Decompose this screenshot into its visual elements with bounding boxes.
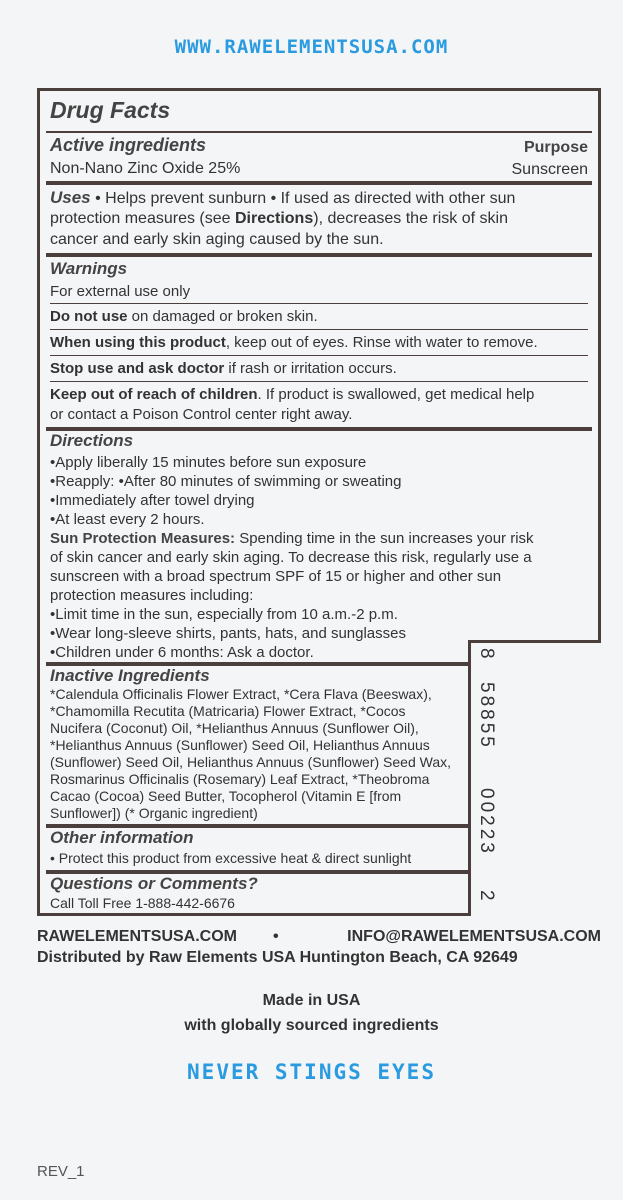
spm-line-4: protection measures including:: [50, 587, 254, 604]
barcode-digit-first: 8: [476, 648, 497, 659]
barcode-group-2: 00223: [476, 788, 497, 856]
inactive-line: *Chamomilla Recutita (Matricaria) Flower Extract, *Cocos: [50, 703, 406, 719]
spm-item: •Wear long-sleeve shirts, pants, hats, and sunglasses: [50, 625, 406, 642]
divider: [46, 131, 592, 133]
divider: [50, 329, 588, 330]
made-line-2: with globally sourced ingredients: [184, 1017, 439, 1034]
warnings-when-using: When using this product, keep out of eyes. Rinse with water to remove.: [50, 334, 538, 351]
inactive-line: Sunflower]) (* Organic ingredient): [50, 805, 258, 821]
uses-directions-ref: Directions: [234, 210, 314, 227]
footer-email: INFO@RAWELEMENTSUSA.COM: [347, 928, 601, 945]
inactive-line: Nucifera (Coconut) Oil, *Helianthus Annuus (Sunflower Oil),: [50, 720, 419, 736]
spm-line-3: sunscreen with a broad spectrum SPF of 15 or higher and other sun: [50, 568, 502, 585]
inactive-line: *Helianthus Annuus (Sunflower) Seed Oil, Helianthus Annuus: [50, 737, 430, 753]
warnings-keep-out-2: or contact a Poison Control center right away.: [50, 406, 353, 423]
footer-site: RAWELEMENTSUSA.COM: [37, 928, 237, 945]
questions-heading: Questions or Comments?: [50, 874, 258, 893]
drug-facts-title: Drug Facts: [50, 97, 171, 123]
directions-item: •Apply liberally 15 minutes before sun exposure: [50, 454, 367, 471]
barcode-group-1: 58855: [476, 682, 497, 750]
directions-item: •Reapply: •After 80 minutes of swimming or sweating: [50, 473, 402, 490]
other-info-item: • Protect this product from excessive heat & direct sunlight: [50, 850, 412, 866]
uses-line-1: [50, 188, 515, 209]
uses-text: ), decreases the risk of skin: [313, 210, 508, 227]
made-in-usa: [0, 988, 623, 1038]
divider: [46, 253, 592, 257]
inactive-heading: Inactive Ingredients: [50, 666, 210, 685]
spm-line-1: Sun Protection Measures: Spending time in the sun increases your risk: [50, 530, 534, 547]
website-url: WWW.RAWELEMENTSUSA.COM: [174, 36, 449, 58]
inactive-line: (Sunflower) Seed Oil, Helianthus Annuus (Sunflower) Seed Wax,: [50, 754, 452, 770]
inactive-line: Cacao (Cocoa) Seed Butter, Tocopherol (Vitamin E [from: [50, 788, 402, 804]
directions-item: •At least every 2 hours.: [50, 511, 205, 528]
questions-phone: Call Toll Free 1-888-442-6676: [50, 895, 235, 911]
warnings-stop-use: Stop use and ask doctor if rash or irritation occurs.: [50, 360, 397, 377]
warnings-heading: Warnings: [50, 259, 128, 278]
barcode-number: [475, 640, 497, 912]
spm-heading: Sun Protection Measures:: [50, 530, 236, 547]
directions-heading: Directions: [50, 431, 134, 450]
footer-links: [37, 928, 601, 946]
divider: [50, 355, 588, 356]
directions-item: •Immediately after towel drying: [50, 492, 255, 509]
inactive-line: *Calendula Officinalis Flower Extract, *Cera Flava (Beeswax),: [50, 686, 432, 702]
spm-item: •Children under 6 months: Ask a doctor.: [50, 644, 314, 661]
footer-bullet: •: [273, 928, 279, 945]
uses-heading: Uses: [50, 188, 91, 207]
uses-text: protection measures (see: [50, 210, 235, 227]
active-ingredient: Non-Nano Zinc Oxide 25%: [50, 160, 241, 177]
spm-item: •Limit time in the sun, especially from 10 a.m.-2 p.m.: [50, 606, 398, 623]
warnings-do-not-use: Do not use on damaged or broken skin.: [50, 308, 318, 325]
tagline: NEVER STINGS EYES: [187, 1060, 436, 1084]
inactive-line: Rosmarinus Officinalis (Rosemary) Leaf Extract, *Theobroma: [50, 771, 430, 787]
made-line-1: Made in USA: [262, 992, 361, 1009]
other-info-heading: Other information: [50, 828, 194, 847]
uses-line-2: [50, 209, 508, 229]
spm-line-2: of skin cancer and early skin aging. To decrease this risk, regularly use a: [50, 549, 532, 566]
revision: REV_1: [37, 1163, 85, 1180]
uses-text: • Helps prevent sunburn • If used as directed with other sun: [90, 190, 516, 207]
divider: [50, 303, 588, 304]
divider: [50, 381, 588, 382]
active-ingredients-heading: Active ingredients: [50, 135, 207, 155]
divider: [46, 181, 592, 185]
distributed-by: Distributed by Raw Elements USA Huntington Beach, CA 92649: [37, 949, 518, 966]
warnings-external: For external use only: [50, 283, 191, 300]
barcode-digit-last: 2: [476, 890, 497, 901]
purpose-value: Sunscreen: [511, 161, 588, 178]
uses-line-3: cancer and early skin aging caused by the sun.: [50, 231, 384, 248]
purpose-heading: Purpose: [523, 139, 588, 156]
warnings-keep-out: Keep out of reach of children. If product is swallowed, get medical help: [50, 386, 535, 403]
